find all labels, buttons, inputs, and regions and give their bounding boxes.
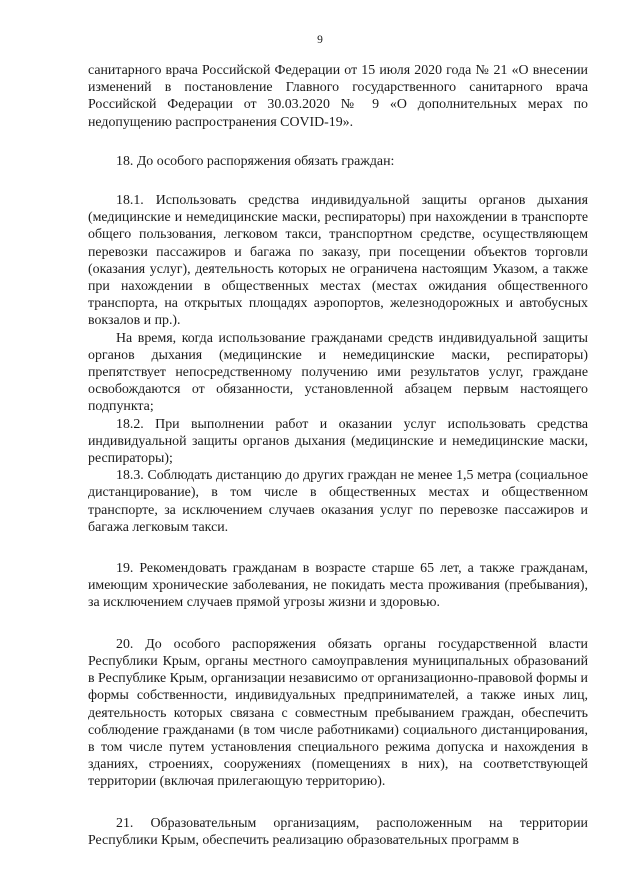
paragraph-18-2: 18.2. При выполнении работ и оказании услуг использовать средства индивидуальной защиты органов дыхания (медицинские и немедицинские маски, респираторы); (88, 416, 588, 467)
paragraph-18-3: 18.3. Соблюдать дистанцию до других граждан не менее 1,5 метра (социальное дистанцирование), в том числе в общественных местах и общественном транспорте, за исключением случаев оказания услуг по перевозке пассажиров и багажа легковым такси. (88, 468, 588, 535)
paragraph-19: 19. Рекомендовать гражданам в возрасте старше 65 лет, а также гражданам, имеющим хронические заболевания, не покидать места проживания (пребывания), за исключением случаев прямой угрозы жизни и здоровью. (88, 561, 588, 611)
paragraph-18-1-second: На время, когда использование гражданами средств индивидуальной защиты органов дыхания (медицинские и немедицинские маски, респираторы) препятствует непосредственному получению ими результатов услуг, граждане освобождаются от обязанности, установленной абзацем первым настоящего подпункта; (88, 330, 588, 415)
paragraph-20: 20. До особого распоряжения обязать органы государственной власти Республики Крым, органы местного самоуправления муниципальных образований в Республике Крым, организации независимо от организационно-правовой формы и формы собственности, индивидуальных предпринимателей, а также иных лиц, деятельность которых связана с совместным пребыванием граждан, обеспечить соблюдение гражданами (в том числе работниками) социального дистанцирования, в том числе путем установления специального режима допуска и нахождения в зданиях, строениях, сооружениях (помещениях в них), на соответствующей территории (включая прилегающую территорию). (88, 636, 588, 790)
page-number: 9 (317, 34, 323, 46)
document-body (88, 62, 588, 849)
paragraph-18-1: 18.1. Использовать средства индивидуальной защиты органов дыхания (медицинские и немедицинские маски, респираторы) при нахождении в транспорте общего пользования, легковом такси, транспортном средстве, осуществляющем перевозки пассажиров и багажа по заказу, при посещении объектов торговли (оказания услуг), деятельность которых не ограничена настоящим Указом, а также при нахождении в общественных местах (местах ожидания общественного транспорта, на открытых площадях аэропортов, железнодорожных и автобусных вокзалов и пр.). (88, 193, 588, 329)
paragraph-17-continuation: санитарного врача Российской Федерации от 15 июля 2020 года № 21 «О внесении изменений в постановление Главного государственного санитарного врача Российской Федерации от 30.03.2020 № 9 «О дополнительных мерах по недопущению распространения COVID-19». (88, 63, 588, 130)
paragraph-21: 21. Образовательным организациям, расположенным на территории Республики Крым, обеспечить реализацию образовательных программ в (88, 815, 588, 848)
paragraph-18: 18. До особого распоряжения обязать граждан: (116, 153, 395, 169)
